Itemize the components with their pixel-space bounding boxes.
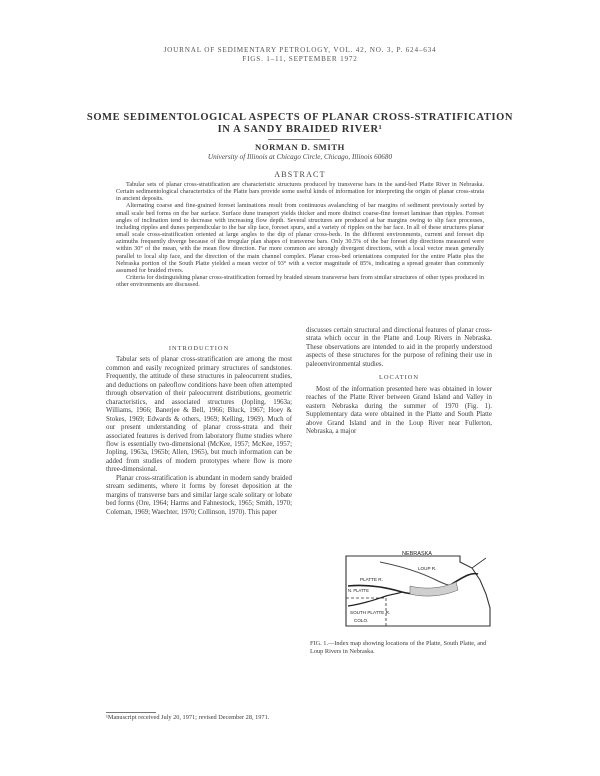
abstract-paragraph: Alternating coarse and fine-grained foreset laminations result from continuous avalanching of bar margins of sediment previously sorted by small scale bed forms on the bar surface. Surface dune transport yields thicker and more distinct coarse-fine foreset laminae than ripples. Foreset angles of inclination tend to decrease with increasing flow depth. Several structures are produced at bar margins owing to slip face processes, including ripples and dunes perpendicular to the bar slip face, foreset spurs, and a variety of ripples on the bar face. In all of these structures planar small scale cross-stratification oriented at large angles to the dip of planar cross-beds. In the different environments, current and foreset dip azimuths frequently diverge because of the irregular plan shapes of transverse bars. Only 30.5% of the bar foreset dip directions measured were within 30° of the mean, with the mean flow direction. Far more common are strongly divergent directions, with a local vector mean generally parallel to local slip face, and the direction of the main channel complex. Planar cross-bed orientations computed for the entire Platte plus the Nebraska portion of the South Platte yielded a mean vector of 93° with a vector magnitude of 85%, indicating a spread greater than commonly assumed for braided rivers. xyxy=(116,202,484,274)
study-area-shading xyxy=(410,582,458,596)
title-divider xyxy=(268,139,330,140)
right-column xyxy=(306,327,492,436)
missouri-river-line xyxy=(472,558,486,568)
body-paragraph: Tabular sets of planar cross-stratification are among the most common and easily recognized primary structures of sandstones. Frequently, the attitude of these structures in paleocurrent studies, and deductions on paleoflow conditions have been often attempted through observation of their paleocurrent distributions, geometric characteristics, and associated structures (Jopling, 1963a; Williams, 1966; Banerjee & Bell, 1966; Bluck, 1967; Hoey & Stokes, 1969; Edwards & others, 1969; Kelling, 1969). Much of our present understanding of planar cross-strata and their associated features is derived from laboratory flume studies where flow is essentially two-dimensional (McKee, 1957; McKee, 1957; Jopling, 1963a, 1965b; Allen, 1965), but much information can be added from studies of modern prototypes where flow is more three-dimensional. xyxy=(106,356,292,474)
map-label-nebraska: NEBRASKA xyxy=(402,551,432,557)
map-label-platte: PLATTE R. xyxy=(360,577,383,582)
abstract-body xyxy=(116,181,484,288)
manuscript-footnote: ¹Manuscript received July 20, 1971; revised December 28, 1971. xyxy=(106,714,270,721)
figure-caption: FIG. 1.—Index map showing locations of the Platte, South Platte, and Loup Rivers in Nebraska. xyxy=(310,640,487,655)
south-platte-river-line xyxy=(348,592,402,606)
introduction-heading: INTRODUCTION xyxy=(168,345,230,352)
abstract-heading: ABSTRACT xyxy=(274,170,326,179)
body-paragraph: Planar cross-stratification is abundant in modern sandy braided stream sediments, where it forms by foreset deposition at the margins of transverse bars and similar large scale solitary or lobate bed forms (Ore, 1964; Harms and Fahnestock, 1965; Smith, 1970; Coleman, 1969; Waechter, 1970; Collinson, 1970). This paper xyxy=(106,474,292,516)
abstract-paragraph: Criteria for distinguishing planar cross-stratification formed by braided stream transverse bars from similar structures of other types produced in other environments are discussed. xyxy=(116,274,484,289)
index-map-figure xyxy=(340,528,492,636)
loup-river-line xyxy=(380,562,454,586)
author-affiliation: University of Illinois at Chicago Circle, Chicago, Illinois 60680 xyxy=(207,153,393,161)
map-label-loup: LOUP R. xyxy=(418,566,437,571)
map-label-colorado: COLO. xyxy=(354,618,369,623)
journal-header: JOURNAL OF SEDIMENTARY PETROLOGY, VOL. 42, NO. 3, P. 624–634 xyxy=(163,46,437,54)
body-paragraph: Most of the information presented here was obtained in lower reaches of the Platte River between Grand Island and Valley in eastern Nebraska during the summer of 1970 (Fig. 1). Supplementary data were obtained in the Platte and South Platte above Grand Island and in the Loup River near Fullerton, Nebraska, a major xyxy=(306,385,492,435)
author-name: NORMAN D. SMITH xyxy=(255,142,345,152)
footnote-divider xyxy=(106,712,156,713)
body-paragraph: discusses certain structural and directional features of planar cross-strata which occur in the Platte and Loup Rivers in Nebraska. These observations are intended to aid in the properly understood aspects of these structures for the purpose of refining their use in paleoenvironmental studies. xyxy=(306,327,492,368)
location-heading: LOCATION xyxy=(379,374,419,382)
paper-title: SOME SEDIMENTOLOGICAL ASPECTS OF PLANAR CROSS-STRATIFICATION xyxy=(86,112,514,123)
left-column xyxy=(106,345,292,517)
index-map xyxy=(340,528,492,636)
journal-figures-date: FIGS. 1–11, SEPTEMBER 1972 xyxy=(242,55,358,63)
abstract-paragraph: Tabular sets of planar cross-stratification are characteristic structures produced by transverse bars in the sand-bed Platte River in Nebraska. Certain sedimentological characteristics of the Platte bars provide some useful kinds of information for interpreting the origin of planar cross-strata in ancient deposits. xyxy=(116,181,484,203)
map-label-north-platte: N. PLATTE xyxy=(348,588,369,593)
paper-title-continued: IN A SANDY BRAIDED RIVER¹ xyxy=(217,124,383,135)
map-label-south-platte: SOUTH PLATTE R. xyxy=(350,610,391,615)
